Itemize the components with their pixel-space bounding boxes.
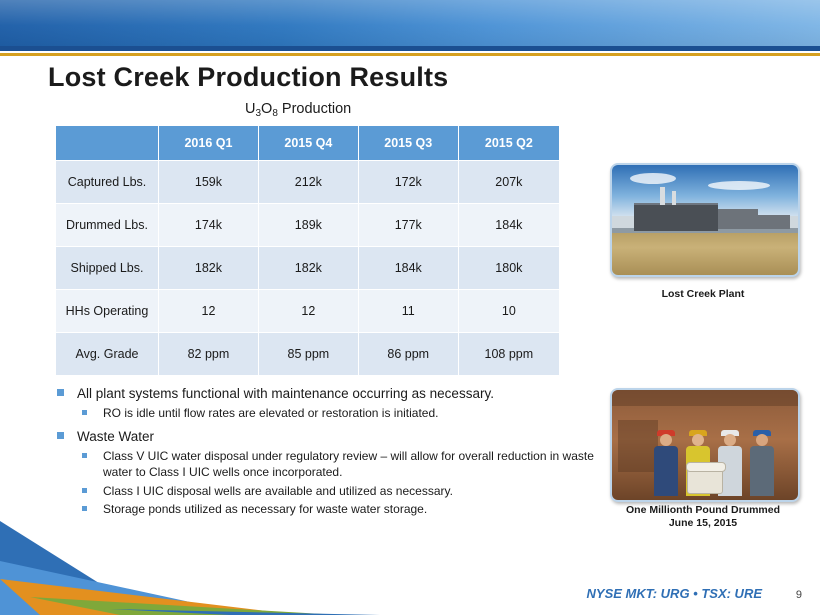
plant-photo-main-building [634,203,718,231]
cell-shipped-2015q3: 184k [358,247,458,290]
bullet-text: RO is idle until flow rates are elevated or restoration is initiated. [103,405,439,420]
plant-photo-cloud [630,173,676,184]
table-header-2015-q4: 2015 Q4 [258,126,358,161]
bullet-marker-small-square-icon [82,488,87,493]
table-caption-tail: Production [277,101,352,117]
crew-head [660,434,672,446]
plant-photo-cloud [708,181,770,190]
table-header-2015-q2: 2015 Q2 [458,126,559,161]
bullet-item [55,386,615,403]
bullet-marker-square-icon [57,389,64,396]
plant-photo-ground [612,229,798,275]
plant-photo-shed [758,215,790,229]
uranium-drum [687,466,723,494]
table-header-row [56,126,560,161]
table-caption-sub3: 3 [255,108,262,119]
bullet-item [55,484,615,500]
production-results-table [55,125,560,376]
row-label-captured-lbs: Captured Lbs. [56,161,159,204]
photo-caption-crew-line1: One Millionth Pound Drummed [626,504,780,516]
one-millionth-pound-photo [610,388,800,502]
uranium-drum-lid [686,462,726,472]
cell-drummed-2016q1: 174k [159,204,259,247]
table-row [56,161,560,204]
cell-captured-2016q1: 159k [159,161,259,204]
plant-photo-stack [672,191,676,205]
table-row [56,247,560,290]
bullet-text: Waste Water [77,429,155,445]
cell-drummed-2015q2: 184k [458,204,559,247]
table-header-2015-q3: 2015 Q3 [358,126,458,161]
cell-drummed-2015q3: 177k [358,204,458,247]
table-row [56,204,560,247]
crew-member [654,430,678,496]
bullet-item [55,406,615,422]
table-caption-u: U [245,101,256,117]
crew-head [692,434,704,446]
cell-shipped-2015q4: 182k [258,247,358,290]
table-caption-sub8: 8 [272,108,278,119]
plant-photo-annex-building [718,209,758,229]
bullet-text: Storage ponds utilized as necessary for waste water storage. [103,502,428,517]
plant-photo-stack [660,187,665,205]
bullet-text: Class V UIC water disposal under regulatory review – will allow for overall reduction in waste water to Class I UIC wells once incorporated. [103,449,594,479]
cell-captured-2015q2: 207k [458,161,559,204]
cell-captured-2015q4: 212k [258,161,358,204]
header-banner-gloss [0,0,820,46]
cell-hhs-2016q1: 12 [159,290,259,333]
cell-drummed-2015q4: 189k [258,204,358,247]
table-caption-o: O [261,101,273,117]
bullet-text: All plant systems functional with maintenance occurring as necessary. [77,386,494,401]
cell-hhs-2015q3: 11 [358,290,458,333]
table-row [56,290,560,333]
cell-captured-2015q3: 172k [358,161,458,204]
page-number: 9 [795,589,802,601]
table-row [56,333,560,376]
cell-hhs-2015q4: 12 [258,290,358,333]
table-caption [245,101,351,117]
crew-photo-wall-band [612,390,798,406]
lost-creek-plant-photo [610,163,800,277]
bullet-list [55,386,615,521]
cell-grade-2016q1: 82 ppm [159,333,259,376]
footer-ticker-text: NYSE MKT: URG • TSX: URE [586,586,762,601]
cell-hhs-2015q2: 10 [458,290,559,333]
footer-decoration-shapes [0,505,420,615]
footer-decoration [0,505,420,615]
bullet-text: Class I UIC disposal wells are available and utilized as necessary. [103,483,453,498]
bullet-marker-square-icon [57,432,64,439]
crew-photo-equipment [618,420,658,472]
cell-grade-2015q4: 85 ppm [258,333,358,376]
page-title: Lost Creek Production Results [48,62,449,92]
bullet-marker-small-square-icon [82,410,87,415]
header-banner [0,0,820,46]
row-label-shipped-lbs: Shipped Lbs. [56,247,159,290]
crew-head [724,434,736,446]
crew-head [756,434,768,446]
table-header-2016-q1: 2016 Q1 [159,126,259,161]
cell-shipped-2016q1: 182k [159,247,259,290]
cell-shipped-2015q2: 180k [458,247,559,290]
table-header-corner [56,126,159,161]
crew-body [654,446,678,496]
cell-grade-2015q3: 86 ppm [358,333,458,376]
row-label-drummed-lbs: Drummed Lbs. [56,204,159,247]
bullet-item [55,449,615,480]
photo-caption-plant: Lost Creek Plant [661,288,745,300]
bullet-item [55,429,615,446]
bullet-marker-small-square-icon [82,453,87,458]
photo-caption-crew [608,504,798,530]
crew-body [750,446,774,496]
cell-grade-2015q2: 108 ppm [458,333,559,376]
header-rule-gold [0,53,820,56]
crew-member [750,430,774,496]
row-label-hhs-operating: HHs Operating [56,290,159,333]
row-label-avg-grade: Avg. Grade [56,333,159,376]
photo-caption-crew-line2: June 15, 2015 [668,517,738,530]
